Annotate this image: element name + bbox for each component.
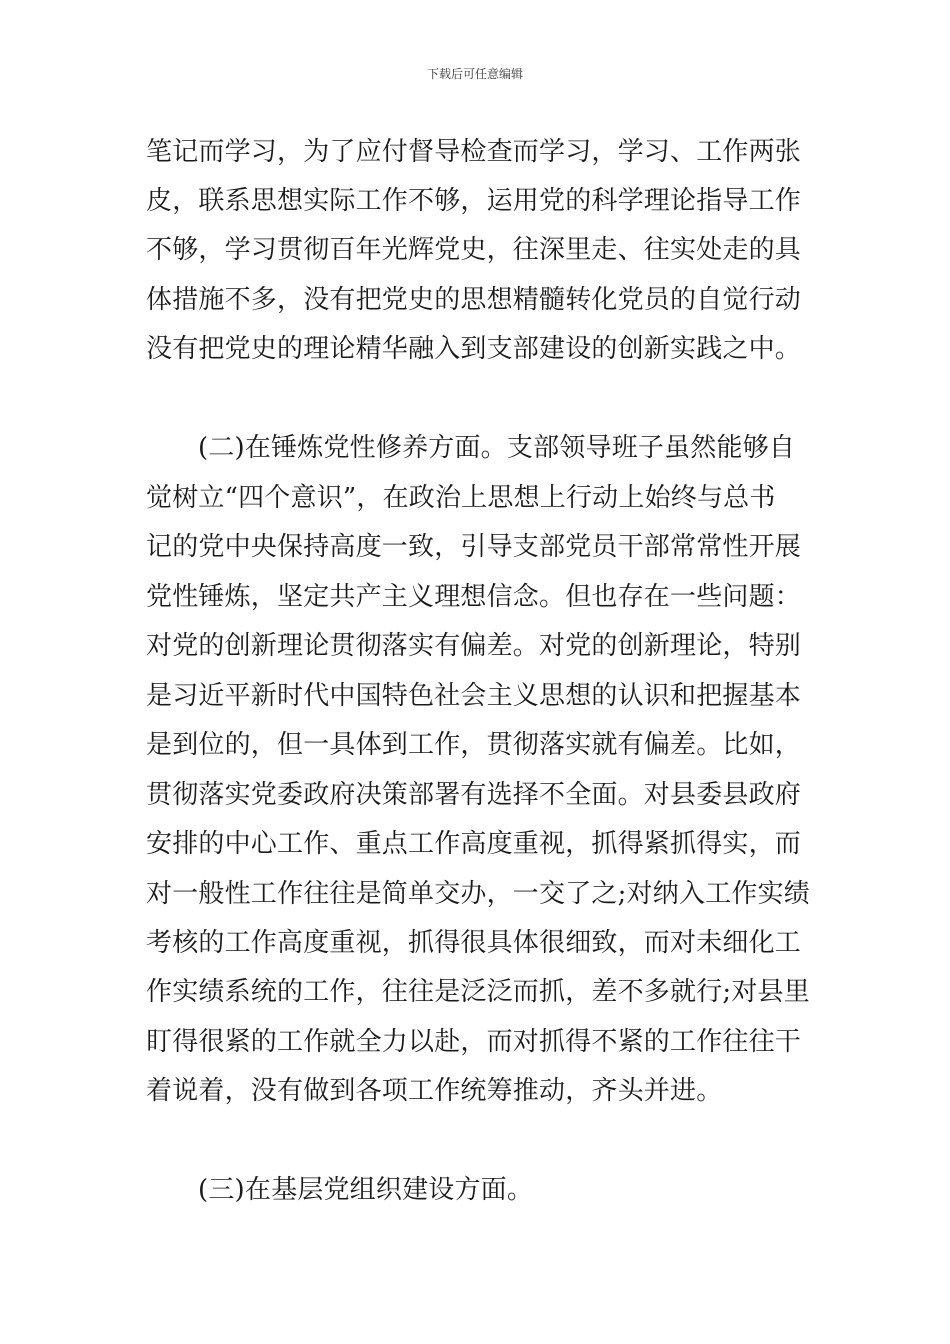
text-line: 对一般性工作往往是简单交办，一交了之;对纳入工作实绩 — [146, 879, 810, 909]
text-line: 不够，学习贯彻百年光辉党史，往深里走、往实处走的具 — [146, 235, 802, 265]
text-line: 盯得很紧的工作就全力以赴，而对抓得不紧的工作往往干 — [146, 1027, 802, 1057]
text-line: 是到位的，但一具体到工作，贯彻落实就有偏差。比如， — [146, 730, 802, 760]
text-line: 作实绩系统的工作，往往是泛泛而抓，差不多就行;对县里 — [146, 977, 810, 1007]
text-line: 贯彻落实党委政府决策部署有选择不全面。对县委县政府 — [146, 780, 802, 810]
text-line: 着说着，没有做到各项工作统筹推动，齐头并进。 — [146, 1076, 723, 1106]
text-line: 是习近平新时代中国特色社会主义思想的认识和把握基本 — [146, 681, 802, 711]
text-line: 党性锤炼，坚定共产主义理想信念。但也存在一些问题： — [146, 582, 802, 612]
text-line: 皮，联系思想实际工作不够，运用党的科学理论指导工作 — [146, 186, 802, 216]
text-line: 考核的工作高度重视，抓得很具体很细致，而对未细化工 — [146, 928, 802, 958]
text-line: 觉树立“四个意识”，在政治上思想上行动上始终与总书 — [146, 483, 776, 513]
download-note: 下载后可任意编辑 — [426, 67, 523, 81]
text-line: 体措施不多，没有把党史的思想精髓转化党员的自觉行动 — [146, 285, 802, 315]
text-line: (三)在基层党组织建设方面。 — [198, 1175, 534, 1205]
text-line: (二)在锤炼党性修养方面。支部领导班子虽然能够自 — [198, 433, 796, 463]
text-line: 笔记而学习，为了应付督导检查而学习，学习、工作两张 — [146, 137, 802, 167]
text-line: 对党的创新理论贯彻落实有偏差。对党的创新理论，特别 — [146, 631, 802, 661]
text-line: 记的党中央保持高度一致，引导支部党员干部常常性开展 — [146, 532, 802, 562]
text-line: 没有把党史的理论精华融入到支部建设的创新实践之中。 — [146, 334, 802, 364]
text-line: 安排的中心工作、重点工作高度重视，抓得紧抓得实，而 — [146, 829, 802, 859]
